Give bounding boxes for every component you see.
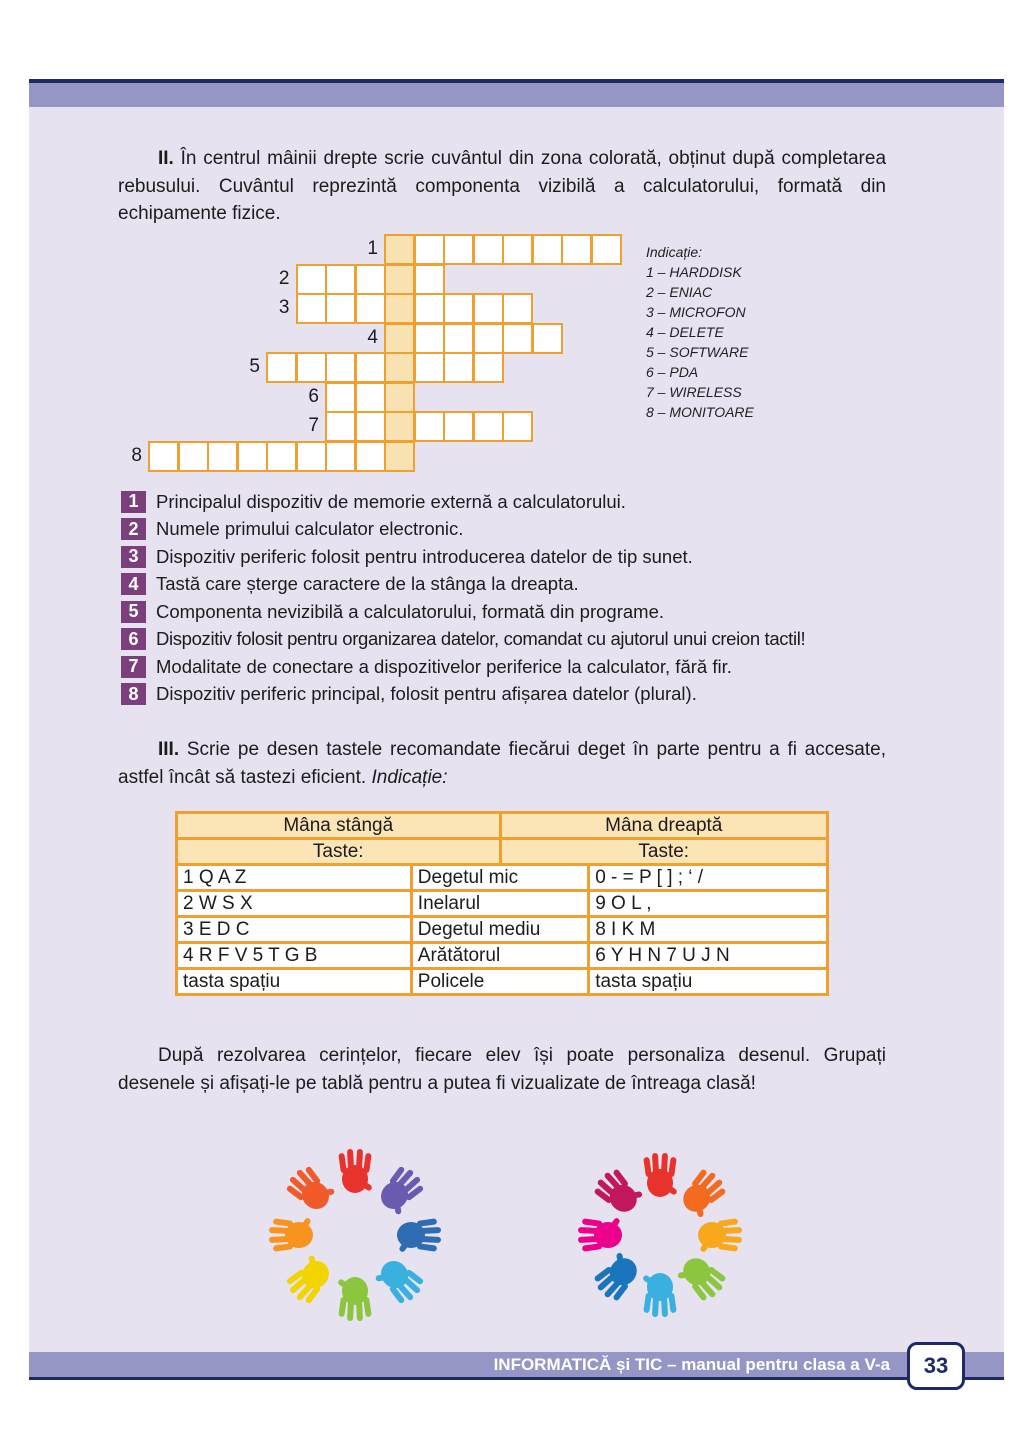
crossword-cell[interactable] [325,382,356,413]
clue-text: Tastă care șterge caractere de la stânga la dreapta. [156,573,579,595]
crossword-cell[interactable] [178,441,209,472]
crossword-highlight-cell[interactable] [384,264,415,295]
clue-item [121,626,805,654]
right-hand-header: Mâna dreaptă [500,813,828,839]
crossword-cell[interactable] [325,352,356,383]
crossword-cell[interactable] [148,441,179,472]
hand-icon [338,1149,373,1193]
finger-cell: Inelarul [411,891,588,917]
hint-item: 6 – PDA [646,364,699,380]
crossword-cell[interactable] [296,264,327,295]
clue-number-badge: 3 [121,546,146,568]
crossword-cell[interactable] [355,382,386,413]
crossword-cell[interactable] [443,234,474,265]
crossword-cell[interactable] [266,441,297,472]
crossword-cell[interactable] [532,234,563,265]
crossword-cell[interactable] [532,323,563,354]
crossword-cell[interactable] [355,411,386,442]
clue-text: Dispozitiv periferic folosit pentru introducerea datelor de tip sunet. [156,545,693,567]
clue-text: Componenta nevizibilă a calculatorului, formată din programe. [156,600,664,622]
closing-paragraph [118,1042,886,1097]
clue-text: Principalul dispozitiv de memorie externă a calculatorului. [156,490,626,512]
table-header-row [177,813,828,839]
crossword-cell[interactable] [296,352,327,383]
finger-cell: Degetul mic [411,865,588,891]
footer-line [29,1377,1004,1380]
crossword-cell[interactable] [266,352,297,383]
crossword-cell[interactable] [325,264,356,295]
crossword-row-number: 3 [278,297,290,318]
finger-cell: Degetul mediu [411,917,588,943]
hint-item: 5 – SOFTWARE [646,344,749,360]
colored-hands-circle-left [245,1140,465,1325]
hint-item: 2 – ENIAC [646,284,713,300]
crossword-cell[interactable] [207,441,238,472]
crossword-cell[interactable] [355,441,386,472]
hand-icon [269,1217,313,1252]
colored-hands-circle-right [565,1140,755,1325]
right-keys-cell: 6 Y H N 7 U J N [589,943,828,969]
page-number: 33 [907,1342,965,1390]
finger-cell: Policele [411,969,588,995]
crossword-cell[interactable] [355,293,386,324]
table-row [177,943,828,969]
crossword-cell[interactable] [414,293,445,324]
crossword-cell[interactable] [443,411,474,442]
crossword-cell[interactable] [414,264,445,295]
clue-text: Dispozitiv folosit pentru organizarea datelor, comandat cu ajutorul unui creion tactil! [156,628,806,650]
crossword-highlight-cell[interactable] [384,352,415,383]
crossword-cell[interactable] [414,323,445,354]
clue-number-badge: 2 [121,518,146,540]
table-row [177,969,828,995]
table-row [177,891,828,917]
hint-title: Indicație: [646,244,703,260]
closing-text: După rezolvarea cerințelor, fiecare elev își poate personaliza desenul. Grupați desenele și afișați-le pe tablă pentru a putea fi vizualizate de întreaga clasă! [118,1045,886,1094]
crossword-cell[interactable] [296,441,327,472]
table-row [177,917,828,943]
crossword-cell[interactable] [296,293,327,324]
finger-cell: Arătătorul [411,943,588,969]
finger-keys-table [175,811,829,996]
crossword-cell[interactable] [443,352,474,383]
left-keys-cell: 3 E D C [177,917,412,943]
section-3-hint: Indicație: [371,766,448,788]
hand-icon [397,1218,441,1253]
crossword-cell[interactable] [561,234,592,265]
right-keys-label: Taste: [500,839,828,865]
crossword-cell[interactable] [325,441,356,472]
section-2-text: În centrul mâinii drepte scrie cuvântul din zona colorată, obținut după completarea rebusului. Cuvântul reprezintă componenta vizibilă a calculatorului, formată din echipamente fizice. [118,148,887,224]
clue-number-badge: 8 [121,683,146,705]
crossword-cell[interactable] [355,352,386,383]
clue-text: Modalitate de conectare a dispozitivelor periferice la calculator, fără fir. [156,655,732,677]
top-band [29,83,1004,107]
hand-icon [590,1164,646,1220]
clue-item [121,488,805,516]
table-keys-label-row [177,839,828,865]
page-background [29,79,1004,1379]
hint-item: 3 – MICROFON [646,304,746,320]
crossword-row-number: 1 [367,238,378,259]
hint-item: 1 – HARDDISK [646,264,742,280]
section-2-instruction [118,145,886,228]
hand-icon [589,1249,645,1305]
crossword-cell[interactable] [237,441,268,472]
crossword-highlight-cell[interactable] [384,441,415,472]
clue-text: Numele primului calculator electronic. [156,518,464,540]
crossword-row-number: 8 [131,444,142,466]
left-keys-label: Taste: [177,839,501,865]
hand-icon [698,1218,742,1253]
section-3-instruction [118,736,886,791]
right-keys-cell: 0 - = P [ ] ; ‘ / [589,865,828,891]
section-2-label: II. [158,148,174,169]
crossword-clues [121,488,805,708]
crossword-cell[interactable] [473,323,504,354]
hand-icon [282,1161,338,1217]
crossword-cell[interactable] [325,293,356,324]
crossword-cell[interactable] [502,411,533,442]
clue-item [121,598,805,626]
crossword-highlight-cell[interactable] [384,293,415,324]
crossword-row-number: 6 [308,385,319,407]
crossword-row-number: 4 [367,326,378,348]
crossword-cell[interactable] [473,411,504,442]
crossword-highlight-cell[interactable] [384,323,415,354]
crossword-row-number: 5 [249,356,260,377]
clue-number-badge: 1 [121,491,146,513]
left-keys-cell: 1 Q A Z [177,865,412,891]
hand-icon [643,1153,678,1197]
crossword-cell[interactable] [443,323,474,354]
clue-text: Dispozitiv periferic principal, folosit pentru afișarea datelor (plural). [156,683,697,705]
clue-item [121,653,805,681]
footer-title: INFORMATICĂ și TIC – manual pentru clasa a V-a [493,1355,890,1374]
hand-icon [372,1253,428,1309]
clue-number-badge: 4 [121,573,146,595]
clue-item [121,681,805,709]
hand-icon [281,1252,337,1308]
crossword-cell[interactable] [414,234,445,265]
crossword-row-number: 7 [308,415,319,436]
right-keys-cell: 8 I K M [589,917,828,943]
crossword-cell[interactable] [473,352,504,383]
crossword-highlight-cell[interactable] [384,234,415,265]
right-keys-cell: 9 O L , [589,891,828,917]
crossword-cell[interactable] [414,352,445,383]
crossword-cell[interactable] [591,234,622,265]
clue-number-badge: 7 [121,656,146,678]
crossword-cell[interactable] [502,293,533,324]
crossword-cell[interactable] [502,323,533,354]
section-3-text: Scrie pe desen tastele recomandate fiecărui deget în parte pentru a fi accesate, astfel încât să tastezi eficient. [118,739,886,788]
hand-icon [578,1217,622,1252]
crossword-cell[interactable] [443,293,474,324]
clue-number-badge: 6 [121,628,146,650]
clue-item [121,543,805,571]
crossword-cell[interactable] [502,234,533,265]
hint-item: 8 – MONITOARE [646,404,754,420]
left-keys-cell: tasta spațiu [177,969,412,995]
left-keys-cell: 4 R F V 5 T G B [177,943,412,969]
hand-icon [675,1165,731,1221]
crossword-cell[interactable] [355,264,386,295]
crossword-cell[interactable] [473,234,504,265]
left-hand-header: Mâna stângă [177,813,501,839]
hand-icon [642,1273,677,1317]
table-row [177,865,828,891]
hint-item: 4 – DELETE [646,324,724,340]
hand-icon [337,1277,372,1321]
clue-item [121,516,805,544]
clue-number-badge: 5 [121,601,146,623]
hand-icon [373,1162,429,1218]
crossword-cell[interactable] [325,411,356,442]
left-keys-cell: 2 W S X [177,891,412,917]
hint-item: 7 – WIRELESS [646,384,742,400]
crossword-cell[interactable] [414,411,445,442]
clue-item [121,571,805,599]
hand-icon [674,1250,730,1306]
crossword-cell[interactable] [473,293,504,324]
crossword-highlight-cell[interactable] [384,382,415,413]
crossword-hint [646,242,754,422]
section-3-label: III. [158,739,180,760]
right-keys-cell: tasta spațiu [589,969,828,995]
crossword-row-number: 2 [278,267,290,289]
crossword-highlight-cell[interactable] [384,411,415,442]
